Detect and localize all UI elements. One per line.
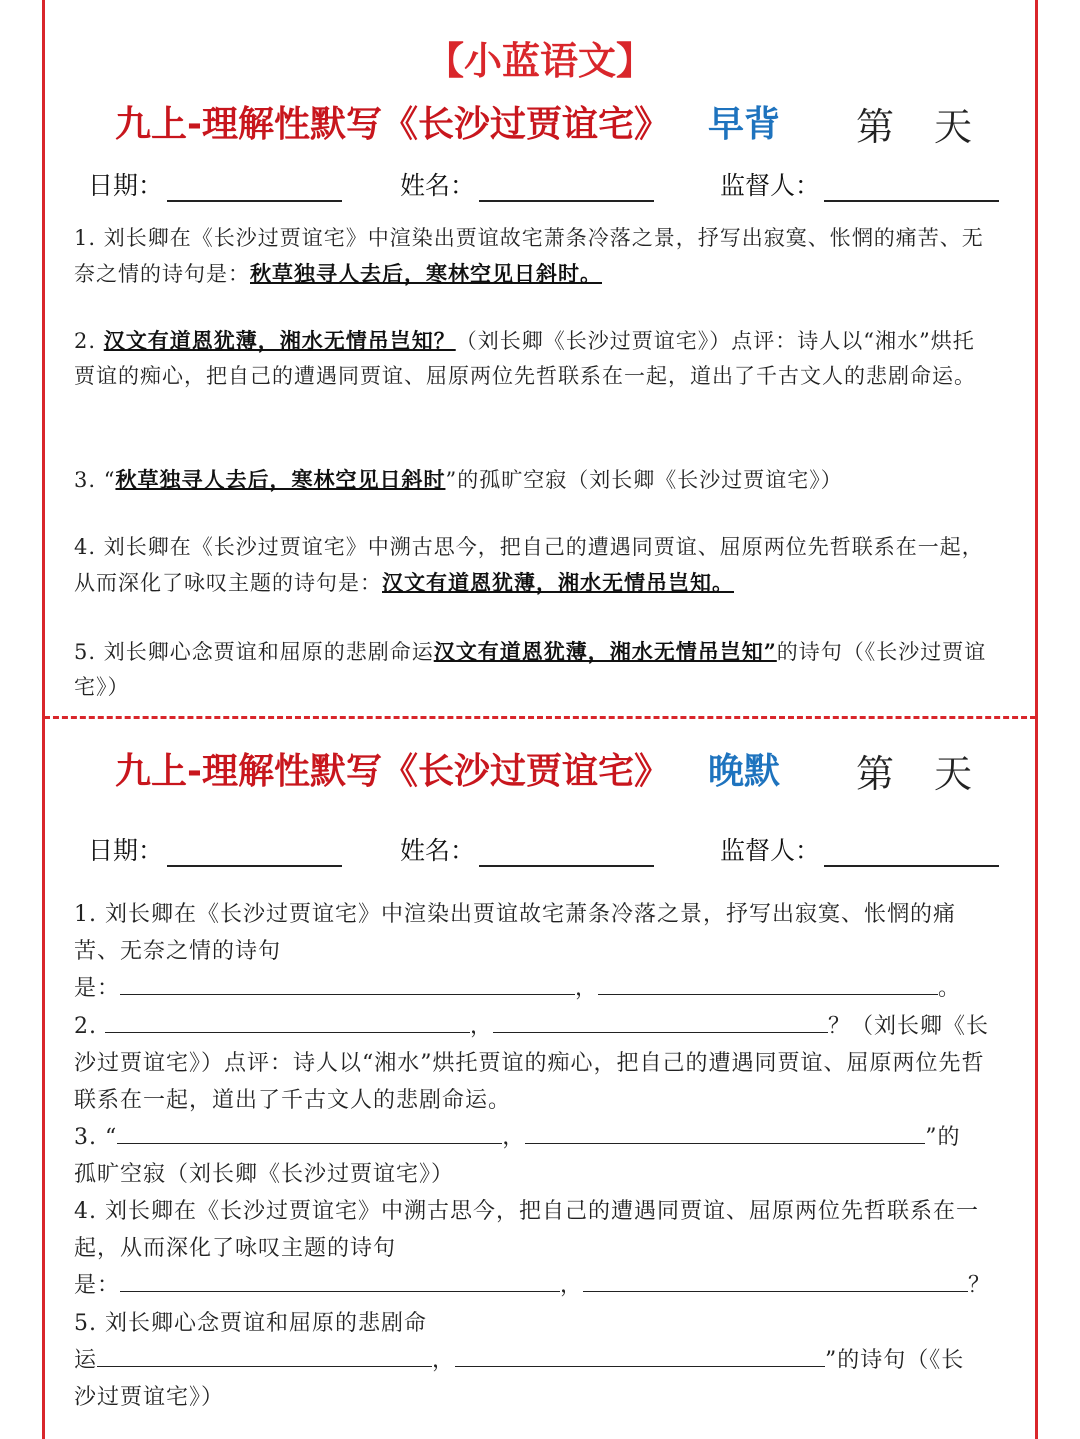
name-label: 姓名： [400,171,476,200]
answer-blank[interactable] [105,1008,470,1033]
evening-title-row [115,743,1015,803]
answer-blank[interactable] [120,970,575,995]
supervisor-field[interactable] [720,166,999,202]
evening-question-4: 4. 刘长卿在《长沙过贾谊宅》中溯古思今，把自己的遭遇同贾谊、屈原两位先哲联系在一起，从而深化了咏叹主题的诗句 是： ， ？ [74,1199,992,1298]
date-label: 日期： [88,171,164,200]
evening-mode: 晚默 [708,751,781,792]
name-field[interactable] [400,166,654,202]
answer-blank[interactable] [525,1119,925,1144]
answer-blank[interactable] [455,1342,825,1367]
evening-question-5: 5. 刘长卿心念贾谊和屈原的悲剧命 运 ， ”的诗句（《长 沙过贾谊宅》） [74,1311,965,1410]
evening-question-1: 1. 刘长卿在《长沙过贾谊宅》中渲染出贾谊故宅萧条冷落之景，抒写出寂寞、怅惘的痛苦、无奈之情的诗句 是： ， 。 [74,902,962,1001]
supervisor-label: 监督人： [720,836,821,865]
morning-question-5: 5. 刘长卿心念贾谊和屈原的悲剧命运汉文有道恩犹薄，湘水无情吊岂知”的诗句（《长沙过贾谊宅》） [74,639,987,699]
day-suffix: 天 [934,752,973,796]
date-field[interactable] [88,166,342,202]
morning-question-1: 1. 刘长卿在《长沙过贾谊宅》中渲染出贾谊故宅萧条冷落之景，抒写出寂寞、怅惘的痛苦、无奈之情的诗句是：秋草独寻人去后，寒林空见日斜时。 [74,226,984,286]
answer-blank[interactable] [117,1119,502,1144]
evening-question-3: 3. “ ， ”的 孤旷空寂（刘长卿《长沙过贾谊宅》） [74,1119,994,1193]
morning-question-2: 2. 汉文有道恩犹薄，湘水无情吊岂知？（刘长卿《长沙过贾谊宅》）点评：诗人以“湘水”烘托贾谊的痴心，把自己的遭遇同贾谊、屈原两位先哲联系在一起，道出了千古文人的悲剧命运。 [74,328,976,388]
date-field[interactable] [88,831,342,867]
day-prefix: 第 [856,752,895,796]
answer-blank[interactable] [97,1342,432,1367]
morning-mode: 早背 [708,104,781,145]
day-suffix: 天 [934,105,973,149]
supervisor-field[interactable] [720,831,999,867]
name-label: 姓名： [400,836,476,865]
name-field[interactable] [400,831,654,867]
section-divider [44,716,1036,719]
morning-question-3: 3. “秋草独寻人去后，寒林空见日斜时”的孤旷空寂（刘长卿《长沙过贾谊宅》） [74,467,843,492]
morning-info-row [88,166,1008,206]
day-prefix: 第 [856,105,895,149]
evening-title: 九上-理解性默写《长沙过贾谊宅》 [115,751,670,792]
evening-day [856,743,972,798]
evening-info-row [88,831,1008,871]
date-label: 日期： [88,836,164,865]
morning-question-4: 4. 刘长卿在《长沙过贾谊宅》中溯古思今，把自己的遭遇同贾谊、屈原两位先哲联系在一起，从而深化了咏叹主题的诗句是：汉文有道恩犹薄，湘水无情吊岂知。 [74,535,984,595]
answer-blank[interactable] [583,1267,968,1292]
morning-day [856,96,972,151]
answer-blank[interactable] [598,970,938,995]
evening-question-2: 2. ， ？（刘长卿《长沙过贾谊宅》）点评：诗人以“湘水”烘托贾谊的痴心，把自己的遭遇同贾谊、屈原两位先哲联系在一起，道出了千古文人的悲剧命运。 [74,1008,994,1119]
answer-blank[interactable] [493,1008,828,1033]
morning-title: 九上-理解性默写《长沙过贾谊宅》 [115,104,670,145]
supervisor-label: 监督人： [720,171,821,200]
answer-blank[interactable] [120,1267,560,1292]
morning-title-row [115,96,1015,156]
brand-title: 【小蓝语文】 [425,39,654,83]
